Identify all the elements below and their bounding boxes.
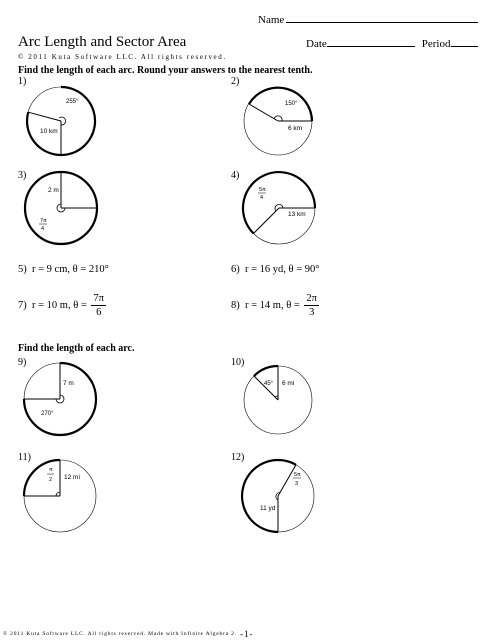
problem-8-text: r = 14 m, θ = bbox=[245, 299, 300, 311]
instructions-part-1: Find the length of each arc. Round your answers to the nearest tenth. bbox=[18, 65, 313, 76]
problem-3-diagram bbox=[23, 170, 99, 246]
name-label: Name bbox=[258, 14, 285, 26]
copyright-notice: © 2011 Kuta Software LLC. All rights reserved. bbox=[18, 53, 227, 61]
name-blank[interactable] bbox=[286, 22, 478, 23]
arc bbox=[254, 366, 278, 376]
page-number: -1- bbox=[240, 629, 254, 639]
problem-4-diagram bbox=[241, 170, 317, 246]
problem-11-number: 11) bbox=[18, 452, 31, 463]
radius-label: 10 km bbox=[40, 128, 58, 135]
problem-6-number: 6) bbox=[231, 264, 240, 275]
angle-denominator: 4 bbox=[41, 226, 45, 232]
problem-9-diagram bbox=[22, 361, 98, 437]
angle-label: 150° bbox=[285, 101, 298, 107]
problem-10-number: 10) bbox=[231, 357, 245, 368]
radius-label: 12 mi bbox=[64, 474, 80, 481]
arc bbox=[24, 460, 60, 496]
problem-6 bbox=[231, 264, 319, 275]
period-label: Period bbox=[421, 38, 451, 50]
radius-label: 7 m bbox=[63, 380, 74, 387]
problem-1-diagram bbox=[24, 84, 98, 158]
problem-12-number: 12) bbox=[231, 452, 245, 463]
fraction-denominator: 6 bbox=[96, 307, 102, 318]
problem-11-diagram bbox=[22, 458, 98, 534]
arc bbox=[243, 172, 315, 233]
radius-label: 2 m bbox=[48, 187, 59, 194]
footer-credit: © 2011 Kuta Software LLC. All rights reserved. Made with Infinite Algebra 2. bbox=[3, 631, 237, 637]
angle-numerator: π bbox=[49, 467, 53, 473]
fraction-numerator: 7π bbox=[93, 293, 104, 304]
name-field[interactable] bbox=[258, 14, 478, 26]
angle-numerator: 5π bbox=[294, 472, 301, 478]
problem-9-number: 9) bbox=[18, 357, 27, 368]
radius-label: 13 km bbox=[288, 211, 306, 218]
angle-denominator: 4 bbox=[260, 195, 264, 201]
problem-3-number: 3) bbox=[18, 170, 27, 181]
angle-numerator: 7π bbox=[40, 218, 47, 224]
radius-line bbox=[249, 104, 278, 121]
angle-label: 45° bbox=[264, 381, 274, 387]
angle-label: 255° bbox=[66, 99, 79, 105]
radius-label: 6 mi bbox=[282, 380, 295, 387]
fraction-numerator: 2π bbox=[306, 293, 317, 304]
angle-numerator: 5π bbox=[259, 187, 266, 193]
angle-label: 270° bbox=[41, 411, 54, 417]
problem-5-text: r = 9 cm, θ = 210° bbox=[32, 264, 109, 275]
radius-line bbox=[254, 208, 280, 234]
problem-5-number: 5) bbox=[18, 264, 27, 275]
problem-5 bbox=[18, 264, 109, 275]
arc bbox=[249, 88, 312, 121]
problem-2-diagram bbox=[241, 84, 315, 158]
problem-12-diagram bbox=[240, 458, 316, 534]
date-period-row bbox=[306, 38, 478, 50]
angle-mark bbox=[274, 116, 282, 121]
problem-6-text: r = 16 yd, θ = 90° bbox=[245, 264, 320, 275]
radius-line bbox=[254, 376, 278, 400]
date-label: Date bbox=[306, 38, 327, 50]
problem-2-number: 2) bbox=[231, 76, 240, 87]
radius-line bbox=[28, 112, 61, 121]
angle-denominator: 2 bbox=[49, 477, 53, 483]
period-blank[interactable] bbox=[451, 46, 478, 47]
radius-label: 6 km bbox=[288, 125, 303, 132]
problem-7-fraction bbox=[91, 292, 106, 319]
worksheet-title: Arc Length and Sector Area bbox=[18, 34, 187, 50]
instructions-part-2: Find the length of each arc. bbox=[18, 343, 135, 354]
problem-7-text: r = 10 m, θ = bbox=[32, 299, 87, 311]
angle-mark bbox=[56, 492, 60, 496]
problem-10-diagram bbox=[241, 363, 315, 437]
radius-label: 11 yd bbox=[260, 505, 276, 512]
problem-8 bbox=[231, 292, 319, 319]
problem-8-fraction bbox=[304, 292, 319, 319]
fraction-denominator: 3 bbox=[309, 307, 315, 318]
problem-8-number: 8) bbox=[231, 299, 240, 311]
problem-7-number: 7) bbox=[18, 299, 27, 311]
angle-denominator: 3 bbox=[295, 481, 299, 487]
problem-1-number: 1) bbox=[18, 76, 27, 87]
problem-7 bbox=[18, 292, 106, 319]
problem-4-number: 4) bbox=[231, 170, 240, 181]
date-blank[interactable] bbox=[327, 46, 415, 47]
